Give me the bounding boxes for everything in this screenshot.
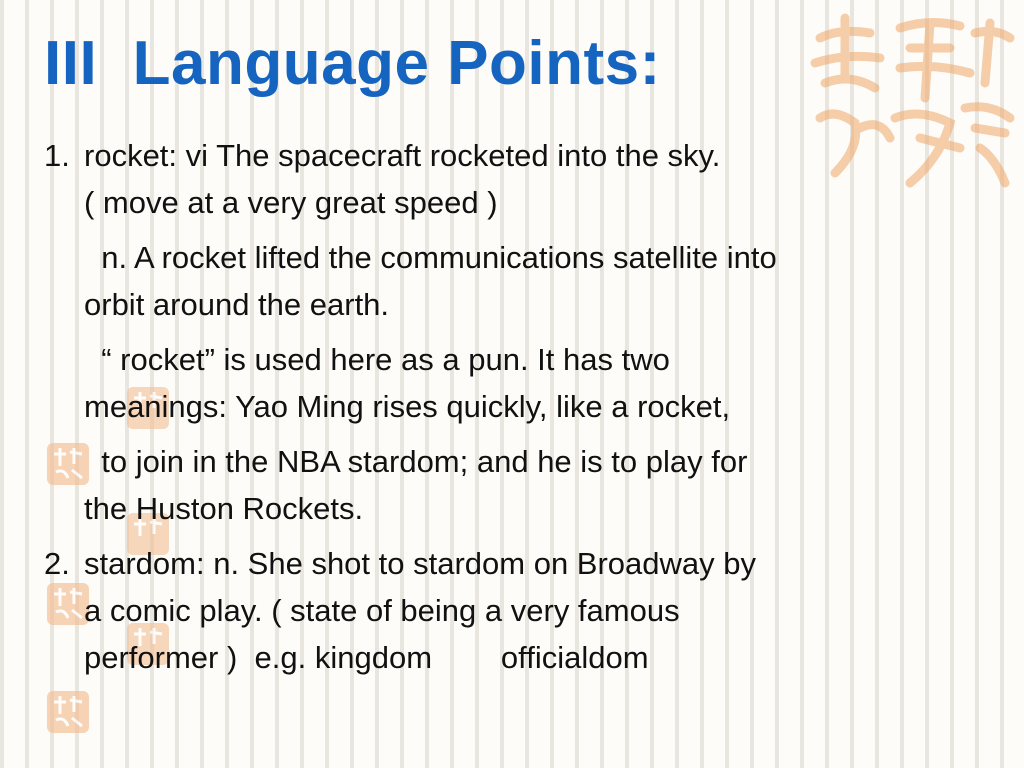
text-line: “ rocket” is used here as a pun. It has two <box>84 342 670 377</box>
point-number: 2. <box>44 546 79 581</box>
point-rocket-pun <box>44 336 989 430</box>
point-number: 1. <box>44 138 79 173</box>
slide-title: III Language Points: <box>44 29 661 98</box>
text-line: meanings: Yao Ming rises quickly, like a rocket, <box>84 389 731 424</box>
text-line: n. A rocket lifted the communications satellite into <box>84 240 777 275</box>
text-line: performer ) e.g. kingdom officialdom <box>84 640 649 675</box>
text-line: the Huston Rockets. <box>84 491 364 526</box>
slide-body <box>44 132 989 689</box>
text-line: to join in the NBA stardom; and he is to play for <box>84 444 748 479</box>
point-rocket-verb <box>44 132 989 226</box>
text-line: ( move at a very great speed ) <box>84 185 498 220</box>
point-rocket-noun <box>44 234 989 328</box>
text-line: rocket: vi The spacecraft rocketed into the sky. <box>84 138 721 173</box>
seal-stamp-icon <box>44 688 92 736</box>
text-line: a comic play. ( state of being a very famous <box>84 593 680 628</box>
point-stardom <box>44 540 989 681</box>
text-line: stardom: n. She shot to stardom on Broadway by <box>84 546 757 581</box>
text-line: orbit around the earth. <box>84 287 390 322</box>
point-rocket-nba <box>44 438 989 532</box>
